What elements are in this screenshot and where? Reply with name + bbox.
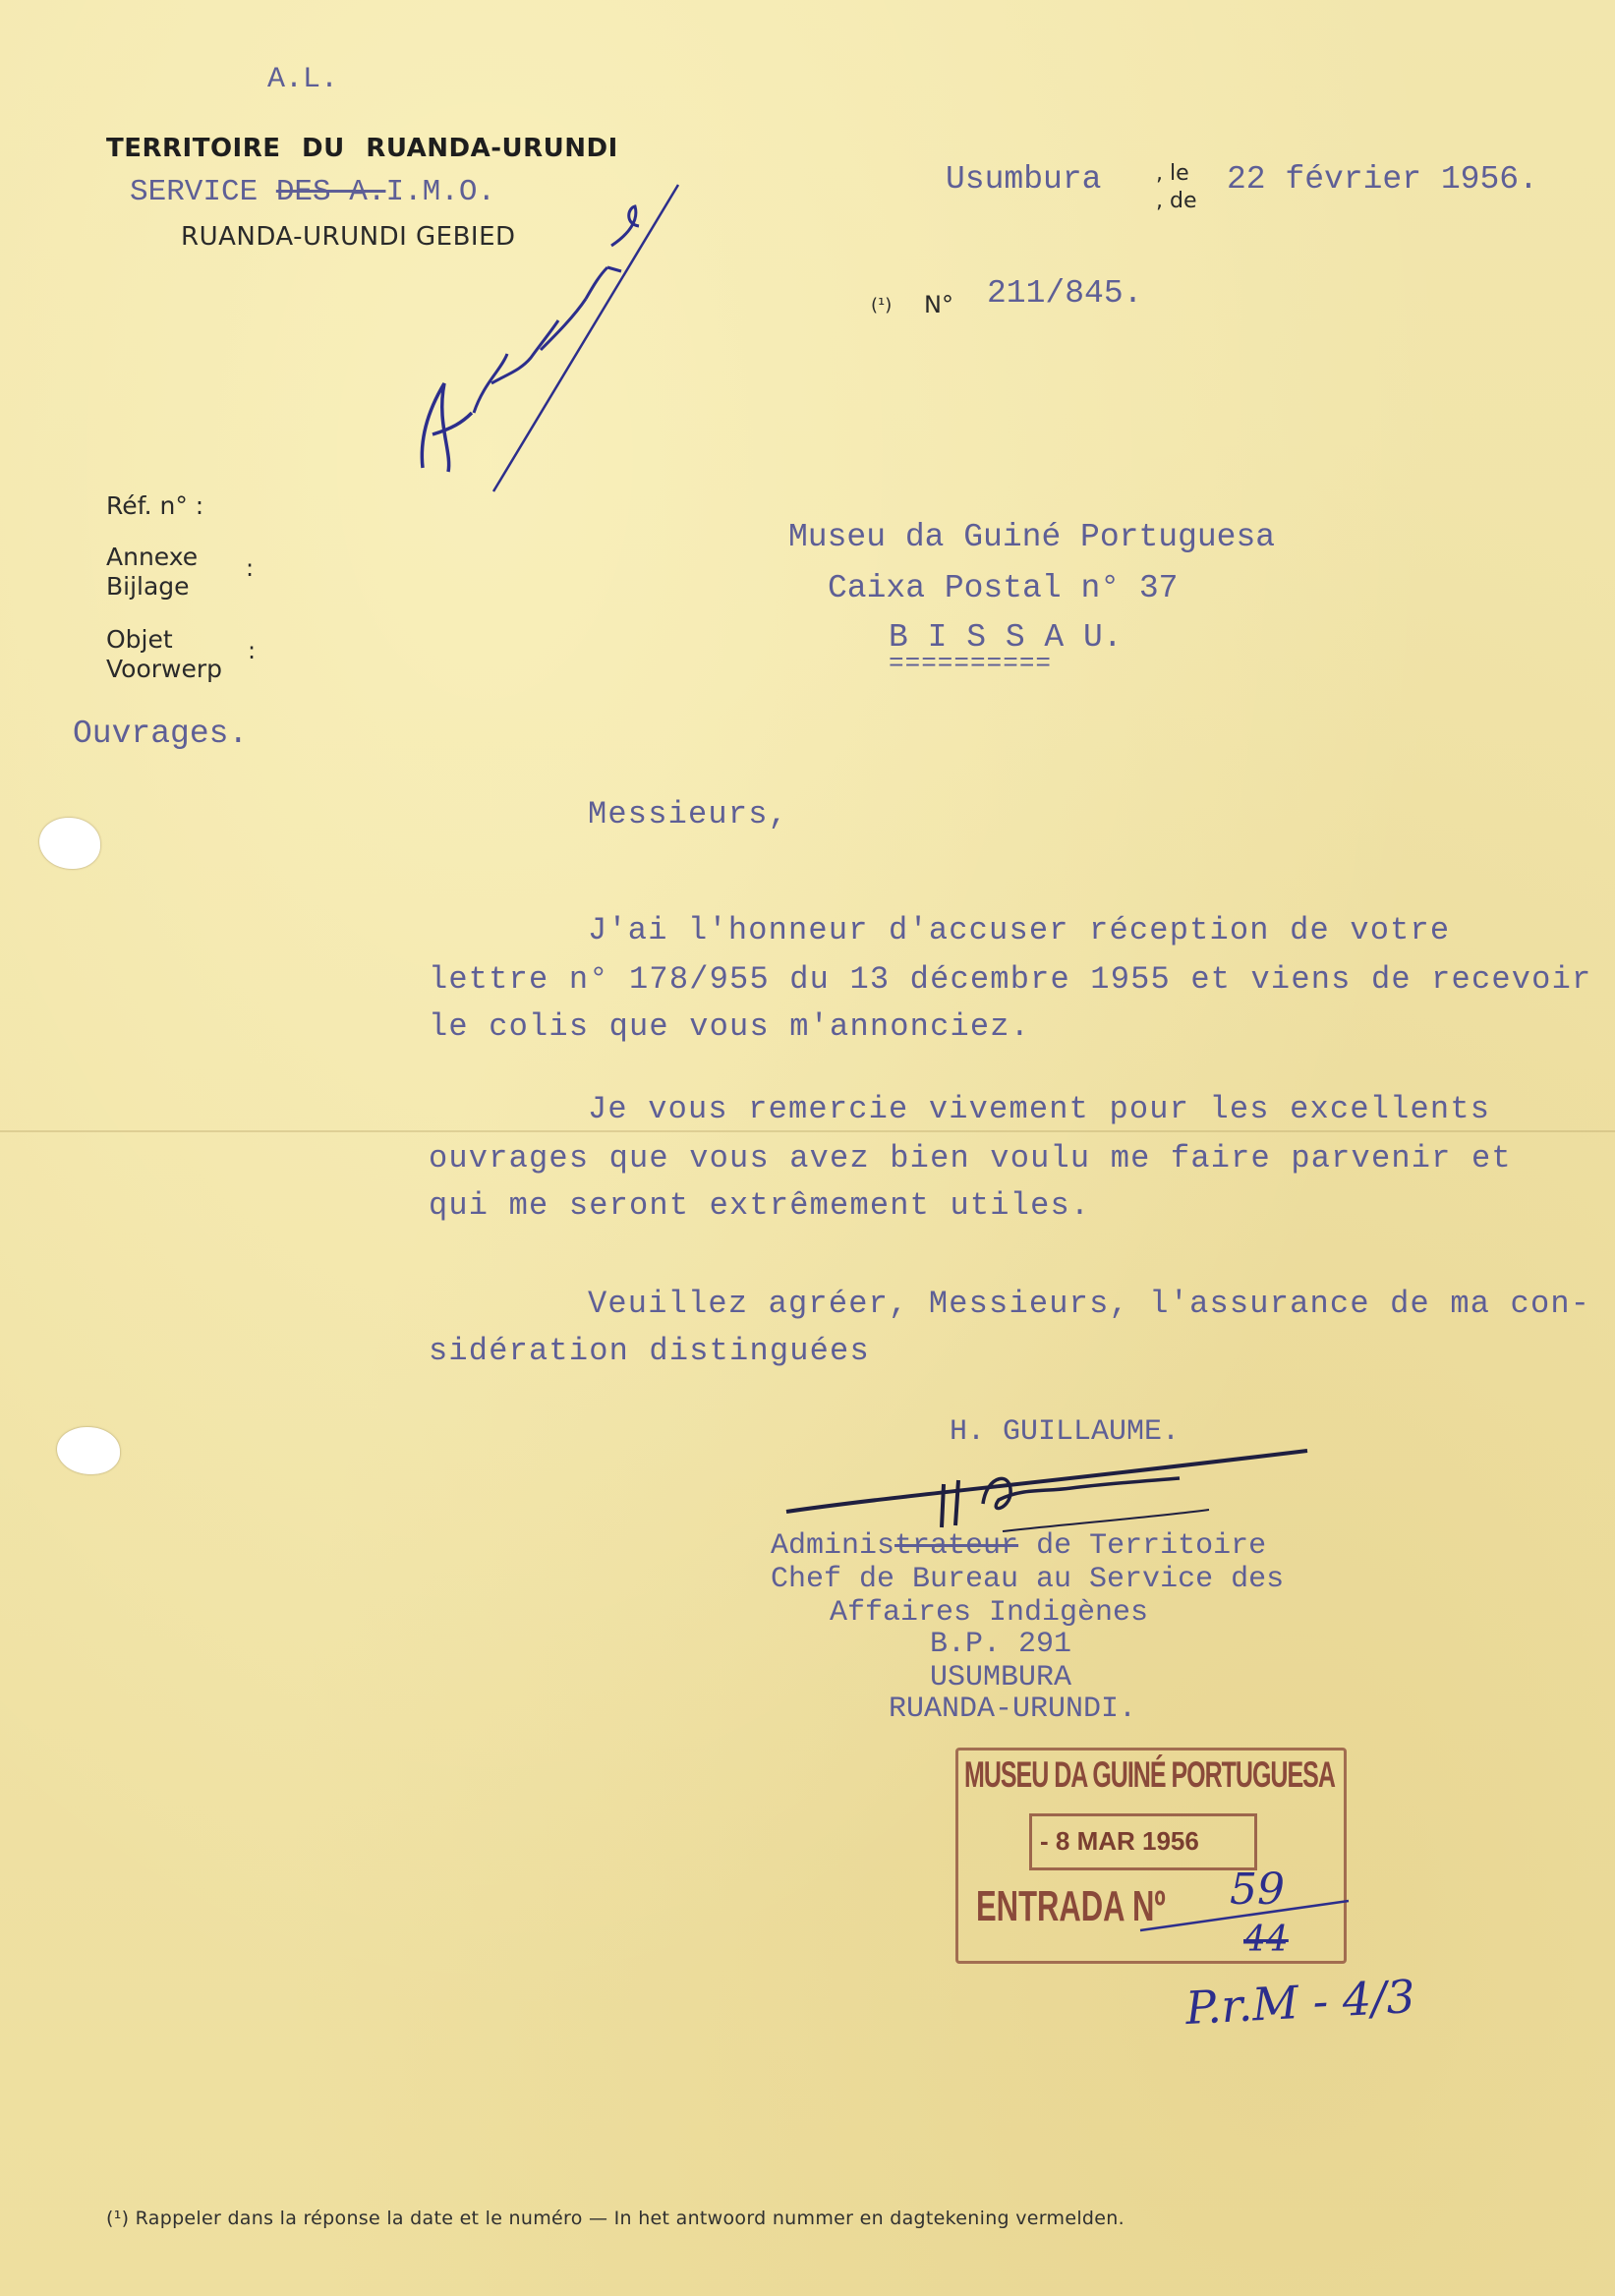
initials: A.L.	[267, 63, 339, 96]
bottom-handwritten-note: P.r.M - 4/3	[1183, 1969, 1416, 2036]
salutation: Messieurs,	[588, 796, 789, 832]
dateline-city: Usumbura	[946, 161, 1102, 198]
paragraph2-line2: ouvrages que vous avez bien voulu me faire parvenir et	[429, 1140, 1512, 1177]
paragraph2-line1: Je vous remercie vivement pour les excellents	[588, 1091, 1491, 1127]
signatory-bp: B.P. 291	[930, 1628, 1072, 1661]
number-value: 211/845.	[987, 275, 1143, 312]
stamp-entrada: ENTRADA Nº	[976, 1882, 1166, 1930]
voorwerp-label: Voorwerp	[106, 655, 223, 683]
objet-value: Ouvrages.	[73, 716, 249, 752]
dateline-date: 22 février 1956.	[1227, 161, 1538, 198]
stamp-date-box	[1029, 1813, 1257, 1870]
handwritten-signature	[777, 1445, 1327, 1563]
bijlage-label: Bijlage	[106, 572, 190, 601]
paragraph1-line2: lettre n° 178/955 du 13 décembre 1955 et viens de recevoir	[429, 961, 1592, 998]
footer-note: (¹) Rappeler dans la réponse la date et le numéro — In het antwoord nummer en dagtekening vermelden.	[106, 2208, 1125, 2229]
ref-label: Réf. n° :	[106, 491, 204, 520]
paragraph3-line2: sidération distinguées	[429, 1333, 870, 1369]
title1-struck: trateur	[894, 1529, 1019, 1563]
dateline-comma-le: , le	[1156, 161, 1189, 186]
number-label: N°	[924, 291, 953, 318]
dateline-le: le	[1170, 161, 1189, 186]
paper-fold	[0, 1130, 1615, 1132]
paragraph1-line1: J'ai l'honneur d'accuser réception de votre	[588, 912, 1451, 948]
stamp-date: - 8 MAR 1956	[1040, 1826, 1199, 1856]
gebied-line: RUANDA-URUNDI GEBIED	[181, 222, 516, 252]
recipient-line2: Caixa Postal n° 37	[828, 570, 1179, 606]
annexe-colon: :	[246, 554, 255, 582]
signatory-city: USUMBURA	[930, 1661, 1072, 1694]
paragraph1-line3: le colis que vous m'annonciez.	[429, 1008, 1031, 1045]
stamp-handwritten-number: 59	[1230, 1865, 1285, 1915]
dateline-de: de	[1170, 189, 1197, 213]
number-footnote-mark: (¹)	[871, 295, 893, 316]
stamp-struck-number: 44	[1243, 1920, 1289, 1960]
punch-hole-top	[39, 818, 100, 869]
recipient-line1: Museu da Guiné Portuguesa	[788, 519, 1276, 555]
punch-hole-bottom	[57, 1427, 120, 1474]
territory-heading: TERRITOIRE DU RUANDA-URUNDI	[106, 134, 618, 163]
objet-label: Objet	[106, 625, 173, 654]
service-prefix: SERVICE	[130, 175, 276, 209]
signatory-name: H. GUILLAUME.	[950, 1415, 1181, 1449]
stamp-strike-line	[1140, 1897, 1356, 1936]
objet-colon: :	[248, 637, 257, 664]
recipient-underline: ==========	[889, 649, 1053, 678]
title1-prefix: Adminis	[771, 1529, 895, 1563]
diagonal-handwritten-note	[393, 177, 698, 501]
dateline-comma-de: , de	[1156, 189, 1197, 213]
service-struck: DES A.	[275, 175, 386, 209]
annexe-label: Annexe	[106, 543, 199, 571]
recipient-line3: B I S S A U.	[889, 619, 1123, 656]
signatory-country: RUANDA-URUNDI.	[889, 1693, 1137, 1726]
signatory-title2: Chef de Bureau au Service des	[771, 1563, 1285, 1596]
signatory-title3: Affaires Indigènes	[830, 1596, 1149, 1630]
title1-suffix: de Territoire	[1018, 1529, 1267, 1563]
paragraph3-line1: Veuillez agréer, Messieurs, l'assurance de ma con-	[588, 1286, 1591, 1322]
service-suffix: I.M.O.	[385, 175, 496, 209]
paragraph2-line3: qui me seront extrêmement utiles.	[429, 1187, 1091, 1224]
stamp-museum-name: MUSEU DA GUINÉ PORTUGUESA	[964, 1754, 1335, 1796]
